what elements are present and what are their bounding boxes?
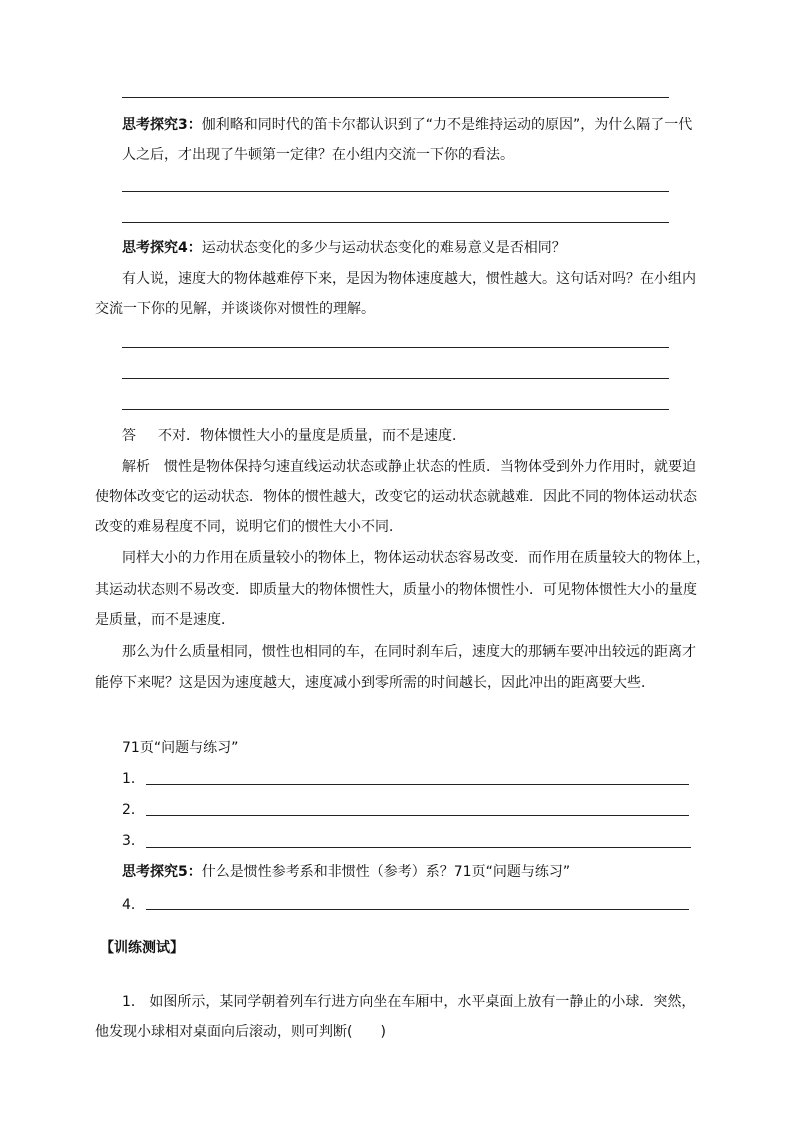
- question-3-text: 伽利略和同时代的笛卡尔都认识到了“力不是维持运动的原因”，为什么隔了一代: [201, 117, 693, 133]
- question-3-line1: [122, 114, 692, 136]
- analysis-line5: 其运动状态则不易改变．即质量大的物体惯性大，质量小的物体惯性小．可见物体惯性大小的量度: [95, 582, 697, 598]
- answer-line[interactable]: [122, 378, 669, 379]
- answer-text: 不对．物体惯性大小的量度是质量，而不是速度．: [158, 428, 466, 444]
- answer-line[interactable]: [122, 409, 669, 410]
- analysis-label: 解析: [122, 459, 150, 475]
- answer-line[interactable]: [122, 97, 669, 98]
- question-5-text: 什么是惯性参考系和非惯性（参考）系？71页“问题与练习”: [201, 864, 571, 880]
- answer-line[interactable]: [122, 191, 669, 192]
- training-heading: 【训练测试】: [100, 940, 184, 956]
- exercise-item-4-label: 4．: [122, 897, 145, 913]
- exercise-item-1-label: 1．: [122, 771, 145, 787]
- question-3-line2: 人之后，才出现了牛顿第一定律？在小组内交流一下你的看法。: [122, 147, 514, 163]
- answer-label: 答: [122, 428, 136, 444]
- exercise-item-3-label: 3．: [122, 833, 145, 849]
- question-4-para-line2: 交流一下你的见解，并谈谈你对惯性的理解。: [95, 301, 375, 317]
- question-5-label: 思考探究5：: [122, 864, 202, 880]
- exercise-item-1-line[interactable]: [146, 784, 689, 785]
- question-4-label: 思考探究4：: [122, 240, 202, 256]
- exercise-item-2-label: 2．: [122, 802, 145, 818]
- exercise-item-2-line[interactable]: [146, 815, 689, 816]
- analysis-line2: 使物体改变它的运动状态．物体的惯性越大，改变它的运动状态就越难．因此不同的物体运动状态: [95, 489, 697, 505]
- analysis-line6: 是质量，而不是速度．: [95, 612, 235, 628]
- answer-line[interactable]: [122, 347, 669, 348]
- answer-line[interactable]: [122, 222, 669, 223]
- question-4-line: [122, 237, 566, 259]
- analysis-line1: [122, 456, 696, 478]
- analysis-line8: 能停下来呢？这是因为速度越大，速度减小到零所需的时间越长，因此冲出的距离要大些．: [95, 675, 655, 691]
- analysis-text: 惯性是物体保持匀速直线运动状态或静止状态的性质．当物体受到外力作用时，就要迫: [164, 459, 696, 475]
- question-3-label: 思考探究3：: [122, 117, 202, 133]
- training-question-1-line1: 1． 如图所示，某同学朝着列车行进方向坐在车厢中，水平桌面上放有一静止的小球．突然，: [122, 994, 696, 1010]
- analysis-line4: 同样大小的力作用在质量较小的物体上，物体运动状态容易改变．而作用在质量较大的物体上，: [122, 550, 710, 566]
- exercise-item-4-line[interactable]: [146, 909, 689, 910]
- exercise-heading: 71页“问题与练习”: [122, 740, 239, 756]
- question-4-para-line1: 有人说，速度大的物体越难停下来，是因为物体速度越大，惯性越大。这句话对吗？在小组内: [122, 271, 696, 287]
- exercise-item-3-line[interactable]: [146, 847, 691, 848]
- analysis-line7: 那么为什么质量相同，惯性也相同的车，在同时刹车后，速度大的那辆车要冲出较远的距离才: [122, 644, 696, 660]
- question-5-line: [122, 861, 570, 883]
- training-question-1-line2: 他发现小球相对桌面向后滚动，则可判断( ): [95, 1024, 386, 1040]
- question-4-text: 运动状态变化的多少与运动状态变化的难易意义是否相同？: [201, 240, 566, 256]
- answer-line-text: [122, 425, 466, 447]
- analysis-line3: 改变的难易程度不同，说明它们的惯性大小不同．: [95, 519, 403, 535]
